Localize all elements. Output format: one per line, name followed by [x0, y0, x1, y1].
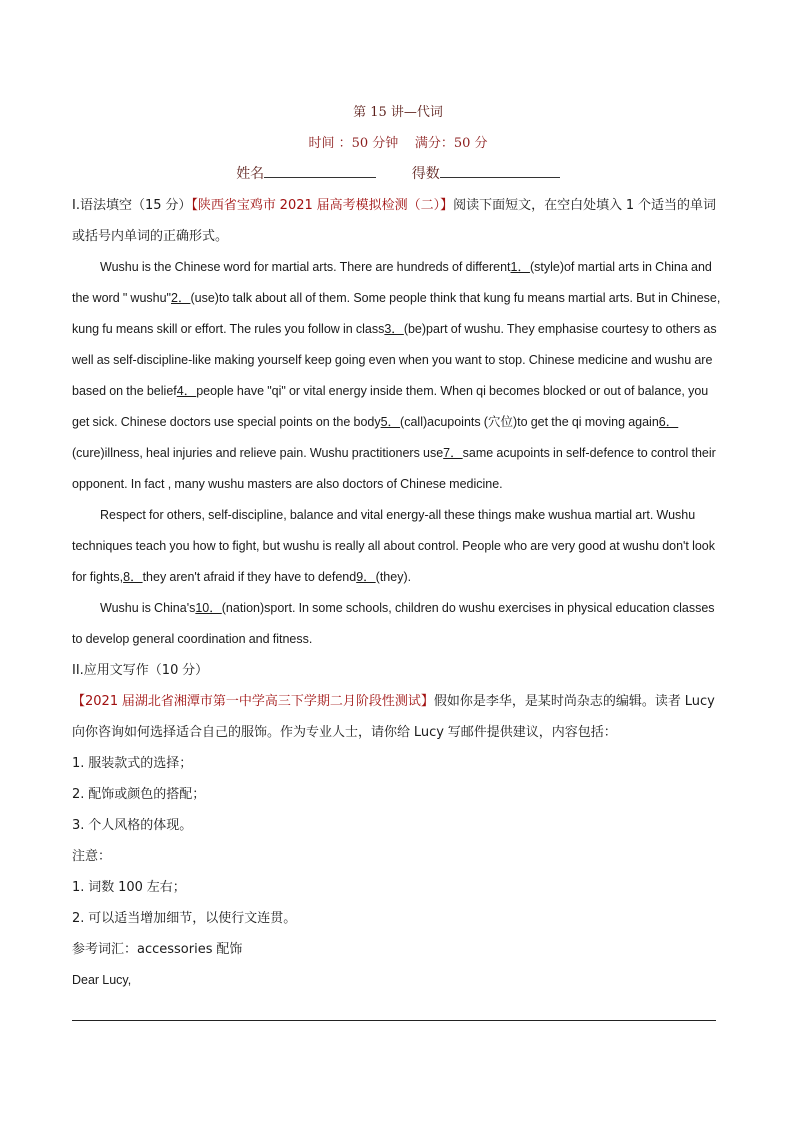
blank-9[interactable]: 9．	[356, 570, 376, 584]
page-title: 第 15 讲—代词	[353, 105, 443, 120]
section-1-instruction: 阅读下面短文，在空白处填入 1 个适当的单词或括号内单词的正确形式。	[72, 198, 717, 244]
blank-2[interactable]: 2．	[171, 291, 191, 305]
points-blank[interactable]	[440, 165, 560, 178]
passage-text: they aren't afraid if they have to defend	[142, 570, 357, 584]
name-score-line	[72, 163, 724, 183]
blank-4[interactable]: 4．	[176, 384, 197, 398]
passage-text: Respect for others, self-discipline, balance and vital energy-all these things make wushua martial art. Wushu techniques teach you how to fight, but wushu is really all about control. People who are very good at wushu don't look for fights,	[72, 508, 716, 584]
time-label: 时间 ：50 分钟	[308, 136, 399, 151]
vocab-hint: 参考词汇：accessories 配饰	[72, 942, 243, 957]
passage-text: people have "qi" or vital energy inside them. When qi becomes blocked or out of balance, you get sick. Chinese doctors use special points on the body	[72, 384, 709, 429]
section-2-prompt	[72, 686, 724, 748]
passage-text: Wushu is the Chinese word for martial arts. There are hundreds of different	[100, 260, 511, 274]
requirement-item: 2. 配饰或颜色的搭配；	[72, 787, 206, 802]
blank-1[interactable]: 1．	[510, 260, 530, 274]
score-label: 满分：50 分	[414, 136, 488, 151]
passage-text: (be)part of wushu. They emphasise courtesy to others as well as self-discipline-like making yourself keep going even when you want to stop. Chinese medicine and wushu are based on the belief	[72, 322, 717, 398]
section-2-source: 【2021 届湖北省湘潭市第一中学高三下学期二月阶段性测试】	[72, 694, 434, 709]
section-2-prompt-text: 假如你是李华，是某时尚杂志的编辑。读者 Lucy 向你咨询如何选择适合自己的服饰。作为专业人士，请你给 Lucy 写邮件提供建议，内容包括：	[72, 694, 715, 740]
passage-paragraph-3	[72, 593, 724, 655]
section-2-heading: II.应用文写作（10 分）	[72, 663, 209, 678]
name-blank[interactable]	[264, 165, 376, 178]
blank-10[interactable]: 10．	[195, 601, 222, 615]
passage-text: (call)acupoints (穴位)to get the qi moving again	[400, 415, 659, 429]
time-score-line	[72, 132, 724, 151]
section-1-header	[72, 190, 724, 252]
writing-line[interactable]	[72, 1020, 716, 1021]
note-item: 1. 词数 100 左右；	[72, 880, 186, 895]
letter-salutation: Dear Lucy,	[72, 973, 132, 987]
note-label: 注意：	[72, 849, 112, 864]
passage-text: (nation)sport. In some schools, children do wushu exercises in physical education classes to develop general coordination and fitness.	[72, 601, 715, 646]
passage-paragraph-1	[72, 252, 724, 500]
section-1	[72, 190, 724, 996]
passage-text: same acupoints in self-defence to control their opponent. In fact , many wushu masters are also doctors of Chinese medicine.	[72, 446, 716, 491]
passage-paragraph-2	[72, 500, 724, 593]
section-1-source: 【陕西省宝鸡市 2021 届高考模拟检测（二）】	[191, 198, 454, 213]
note-item: 2. 可以适当增加细节，以使行文连贯。	[72, 911, 297, 926]
blank-3[interactable]: 3．	[384, 322, 404, 336]
passage-text: (style)of martial arts in China and the word " wushu"	[72, 260, 712, 305]
passage-text: (cure)illness, heal injuries and relieve pain. Wushu practitioners use	[72, 446, 444, 460]
requirement-item: 1. 服装款式的选择；	[72, 756, 193, 771]
blank-7[interactable]: 7．	[443, 446, 463, 460]
document-page	[72, 0, 724, 1123]
passage-text: (they).	[375, 570, 412, 584]
blank-8[interactable]: 8．	[123, 570, 143, 584]
passage-text: (use)to talk about all of them. Some people think that kung fu means martial arts. But in Chinese, kung fu means skill or effort. The rules you follow in class	[72, 291, 721, 336]
blank-6[interactable]: 6．	[658, 415, 679, 429]
requirement-item: 3. 个人风格的体现。	[72, 818, 193, 833]
points-label: 得数	[411, 166, 440, 182]
section-1-heading: I.语法填空（15 分）	[72, 198, 192, 213]
passage-text: Wushu is China's	[100, 601, 196, 615]
name-label: 姓名	[236, 166, 265, 182]
blank-5[interactable]: 5．	[380, 415, 401, 429]
